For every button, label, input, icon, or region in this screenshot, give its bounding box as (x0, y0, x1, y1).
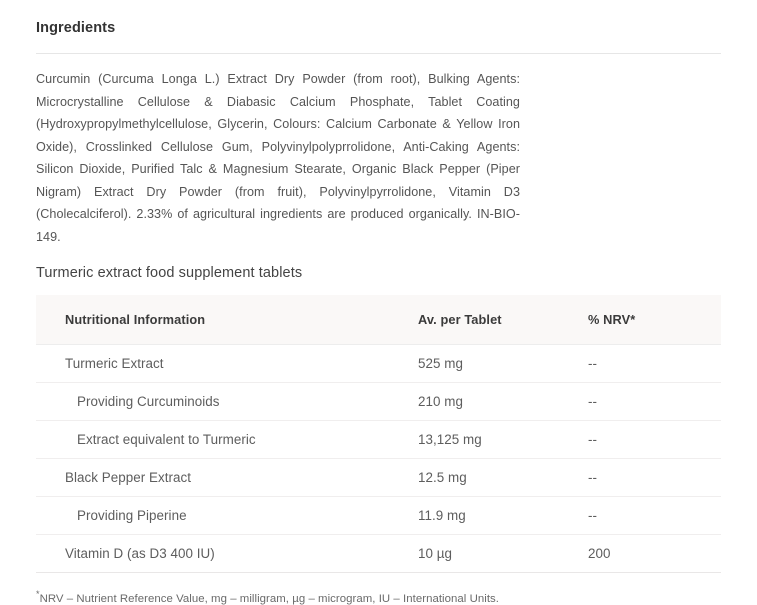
nutrition-table-body (36, 345, 721, 573)
row-nutrient-name: Turmeric Extract (36, 345, 418, 383)
ingredients-divider (36, 53, 721, 54)
column-header-av-per-tablet: Av. per Tablet (418, 295, 588, 345)
table-footnote (36, 589, 721, 605)
row-amount: 13,125 mg (418, 421, 588, 459)
table-header-row (36, 295, 721, 345)
row-nutrient-name: Vitamin D (as D3 400 IU) (36, 535, 418, 573)
footnote-marker: * (36, 589, 40, 599)
row-nutrient-name: Providing Curcuminoids (36, 383, 418, 421)
row-amount: 12.5 mg (418, 459, 588, 497)
row-amount: 210 mg (418, 383, 588, 421)
row-nrv: 200 (588, 535, 721, 573)
footnote-text: NRV – Nutrient Reference Value, mg – milligram, µg – microgram, IU – International Units. (39, 592, 499, 605)
row-nrv: -- (588, 421, 721, 459)
row-amount: 10 µg (418, 535, 588, 573)
table-row (36, 459, 721, 497)
table-row (36, 535, 721, 573)
table-row (36, 497, 721, 535)
row-nrv: -- (588, 459, 721, 497)
table-row (36, 345, 721, 383)
nutrition-table-head (36, 295, 721, 345)
row-amount: 11.9 mg (418, 497, 588, 535)
nutrition-table (36, 295, 721, 573)
row-nrv: -- (588, 383, 721, 421)
ingredients-heading: Ingredients (36, 20, 116, 36)
row-nutrient-name: Providing Piperine (36, 497, 418, 535)
supplement-title: Turmeric extract food supplement tablets (36, 265, 303, 281)
table-row (36, 421, 721, 459)
column-header-nutritional-information: Nutritional Information (36, 295, 418, 345)
row-amount: 525 mg (418, 345, 588, 383)
row-nrv: -- (588, 345, 721, 383)
table-row (36, 383, 721, 421)
ingredients-text: Curcumin (Curcuma Longa L.) Extract Dry Powder (from root), Bulking Agents: Microcrystalline Cellulose & Diabasic Calcium Phosphate, Tablet Coating (Hydroxypropylmethylcellulose, Glycerin, Colours: Calcium Carbonate & Yellow Iron Oxide), Crosslinked Cellulose Gum, Polyvinylpolyprrolidone, Anti-Caking Agents: Silicon Dioxide, Purified Talc & Magnesium Stearate, Organic Black Pepper (Piper Nigram) Extract Dry Powder (from fruit), Polyvinylpyrrolidone, Vitamin D3 (Cholecalciferol). 2.33% of agricultural ingredients are produced organically. IN-BIO-149. (36, 72, 520, 244)
row-nutrient-name: Black Pepper Extract (36, 459, 418, 497)
column-header-percent-nrv: % NRV* (588, 295, 721, 345)
row-nrv: -- (588, 497, 721, 535)
row-nutrient-name: Extract equivalent to Turmeric (36, 421, 418, 459)
